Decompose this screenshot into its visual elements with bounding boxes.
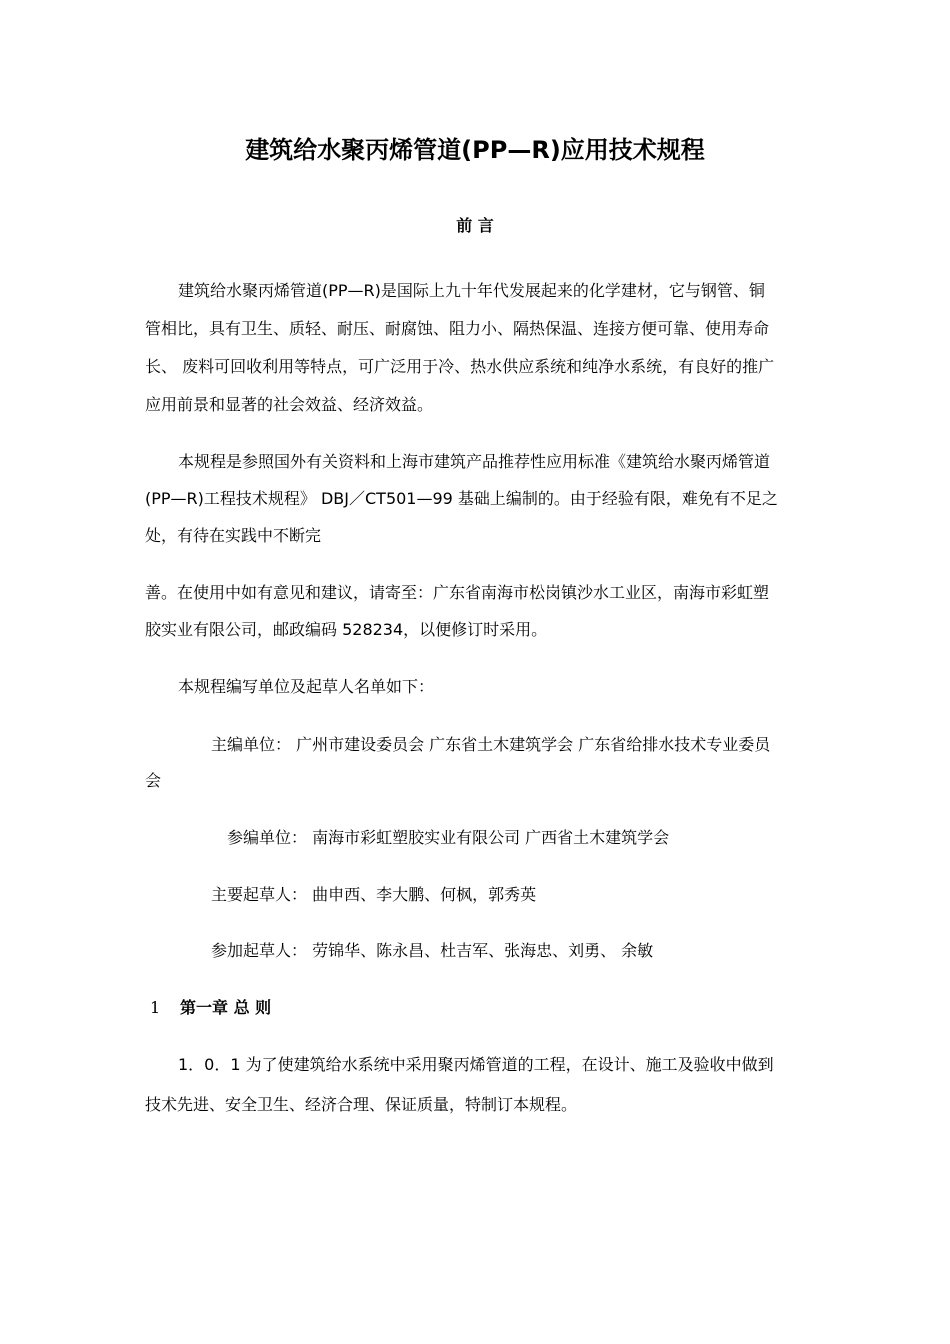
participating-units: 参编单位： 南海市彩虹塑胶实业有限公司 广西省土木建筑学会 [227, 828, 670, 847]
preface-line-1: 建筑给水聚丙烯管道(PP—R)是国际上九十年代发展起来的化学建材，它与钢管、铜 [178, 281, 765, 300]
document-title: 建筑给水聚丙烯管道(PP—R)应用技术规程 [245, 136, 705, 164]
reference-line-1: 本规程是参照国外有关资料和上海市建筑产品推荐性应用标准《建筑给水聚丙烯管道 [178, 452, 771, 471]
chapter-title: 第一章 总 则 [180, 998, 272, 1017]
reference-line-2: (PP—R)工程技术规程》 DBJ／CT501—99 基础上编制的。由于经验有限，难免有不足之 [145, 489, 778, 508]
article-line-2: 技术先进、安全卫生、经济合理、保证质量，特制订本规程。 [145, 1095, 578, 1114]
authors-intro: 本规程编写单位及起草人名单如下： [178, 677, 435, 696]
feedback-line-1: 善。在使用中如有意见和建议，请寄至：广东省南海市松岗镇沙水工业区，南海市彩虹塑 [145, 583, 770, 602]
feedback-line-2: 胶实业有限公司，邮政编码 528234，以便修订时采用。 [145, 620, 548, 639]
other-drafters: 参加起草人： 劳锦华、陈永昌、杜吉军、张海忠、刘勇、 余敏 [211, 941, 654, 960]
chapter-number: 1 [150, 998, 161, 1017]
article-line-1: 1．0．1 为了使建筑给水系统中采用聚丙烯管道的工程，在设计、施工及验收中做到 [178, 1055, 774, 1074]
editor-units-line: 主编单位： 广州市建设委员会 广东省土木建筑学会 广东省给排水技术专业委员 [211, 735, 771, 754]
preface-line-2: 管相比，具有卫生、质轻、耐压、耐腐蚀、阻力小、隔热保温、连接方便可靠、使用寿命 [145, 319, 770, 338]
main-drafters: 主要起草人： 曲申西、李大鹏、何枫，郭秀英 [211, 885, 537, 904]
chapter-heading [150, 995, 271, 1021]
editor-units-wrap: 会 [145, 771, 162, 790]
preface-line-4: 应用前景和显著的社会效益、经济效益。 [145, 395, 434, 414]
reference-line-3: 处，有待在实践中不断完 [145, 526, 322, 545]
preface-line-3: 长、 废料可回收利用等特点，可广泛用于冷、热水供应系统和纯净水系统，有良好的推广 [145, 357, 775, 376]
preface-heading: 前 言 [456, 216, 494, 235]
